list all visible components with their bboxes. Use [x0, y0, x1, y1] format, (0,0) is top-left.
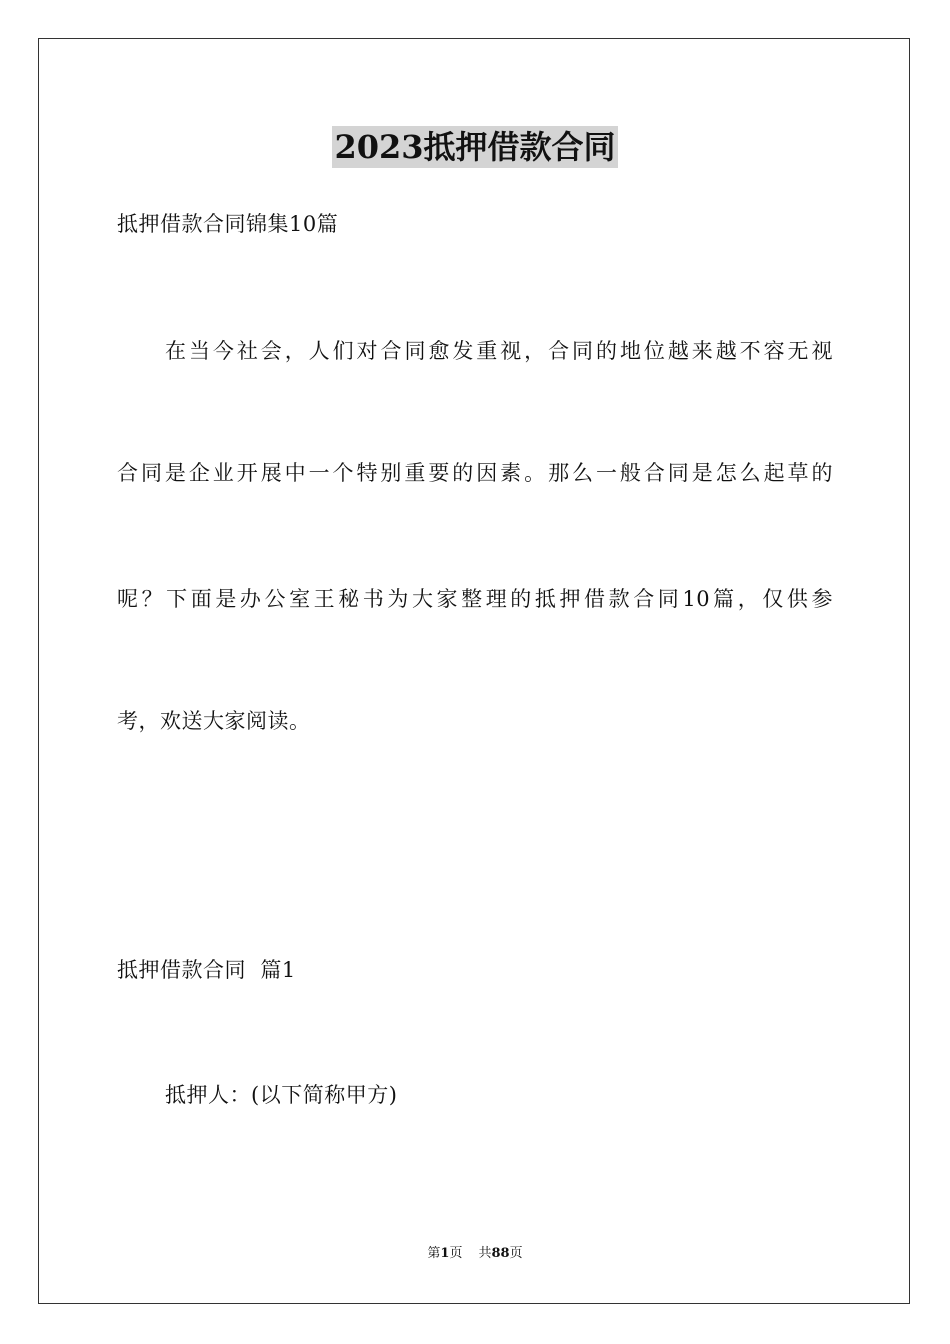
title-container — [0, 126, 950, 168]
document-title: 2023抵押借款合同 — [334, 128, 616, 166]
intro-line-1: 在当今社会，人们对合同愈发重视，合同的地位越来越不容无视 — [165, 339, 833, 363]
document-subtitle: 抵押借款合同锦集10篇 — [117, 212, 339, 236]
section-heading: 抵押借款合同 篇1 — [117, 958, 296, 982]
footer-page-total: 88 — [491, 1246, 510, 1261]
page-footer — [0, 1245, 950, 1263]
footer-total-suffix: 页 — [509, 1246, 523, 1261]
intro-line-2: 合同是企业开展中一个特别重要的因素。那么一般合同是怎么起草的 — [117, 461, 833, 485]
intro-line-3: 呢？下面是办公室王秘书为大家整理的抵押借款合同10篇，仅供参 — [117, 587, 833, 611]
footer-page-prefix: 第 — [427, 1246, 441, 1261]
intro-line-4: 考，欢送大家阅读。 — [117, 709, 311, 733]
clause-mortgagor: 抵押人：(以下简称甲方) — [165, 1083, 398, 1107]
footer-page-current: 1 — [440, 1246, 450, 1261]
footer-total-prefix: 共 — [478, 1246, 492, 1261]
footer-page-mid: 页 — [449, 1246, 463, 1261]
